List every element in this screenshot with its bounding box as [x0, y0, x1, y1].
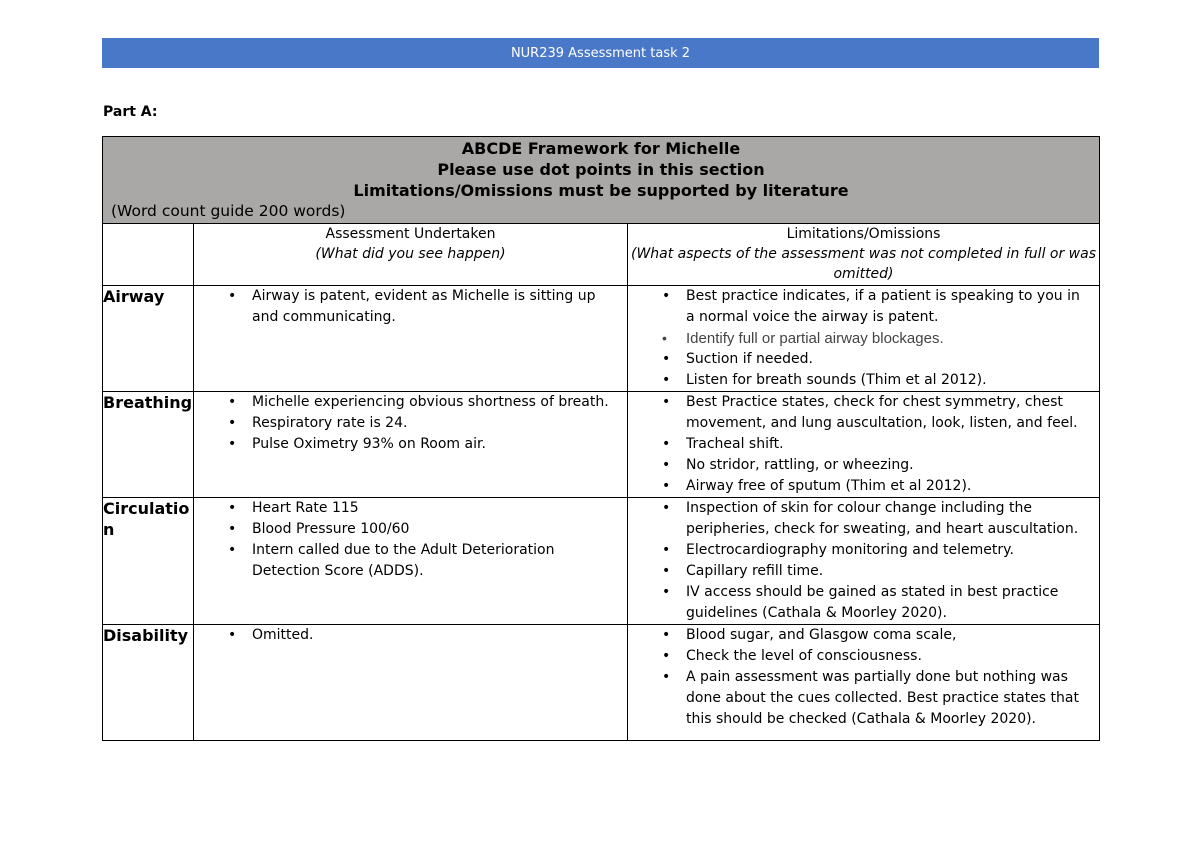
list-item: • Airway is patent, evident as Michelle is sitting up and communicating. [228, 288, 596, 325]
bullet-icon: • [662, 563, 671, 579]
list-item: • Best Practice states, check for chest symmetry, chest movement, and lung auscultation, look, listen, and feel. [662, 394, 1078, 431]
bullet-icon: • [662, 542, 671, 558]
bullet-icon: • [662, 648, 671, 664]
bullet-icon: • [662, 436, 671, 452]
bullet-icon: • [228, 500, 237, 516]
list-item: • Heart Rate 115 [194, 498, 627, 519]
bullet-icon: • [228, 627, 237, 643]
table-row-breathing [103, 392, 1100, 498]
bullet-icon: • [228, 415, 237, 431]
list-item: • Inspection of skin for colour change including the peripheries, check for sweating, and heart auscultation. [662, 500, 1079, 537]
bullet-icon: • [662, 394, 671, 410]
list-item: • Identify full or partial airway blockages. [662, 330, 944, 347]
document-header-bar [102, 38, 1099, 68]
breathing-assessment-cell [194, 392, 628, 498]
list-item: • A pain assessment was partially done but nothing was done about the cues collected. Best practice states that this should be checked (Cathala & Moorley 2020). [662, 669, 1079, 727]
circulation-assessment-cell [194, 498, 628, 625]
bullet-icon: • [662, 669, 671, 685]
breathing-limitations-cell [628, 392, 1100, 498]
list-item: • Airway free of sputum (Thim et al 2012). [628, 476, 1099, 497]
row-label-airway: Airway [103, 286, 194, 392]
list-item: • Tracheal shift. [628, 434, 1099, 455]
table-row-circulation [103, 498, 1100, 625]
row-label-circulation: Circulation [103, 498, 194, 625]
limitations-column-header [628, 224, 1100, 286]
part-label: Part A: [103, 104, 158, 120]
disability-assessment-cell [194, 625, 628, 741]
bullet-icon: • [228, 521, 237, 537]
bullet-icon: • [662, 288, 671, 304]
list-item: • Blood sugar, and Glasgow coma scale, [628, 625, 1099, 646]
assessment-column-header [194, 224, 628, 286]
bullet-icon: • [662, 478, 671, 494]
list-item: • Electrocardiography monitoring and telemetry. [628, 540, 1099, 561]
list-item: • No stridor, rattling, or wheezing. [628, 455, 1099, 476]
bullet-icon: • [662, 330, 667, 346]
table-title-cell [103, 137, 1100, 224]
bullet-icon: • [228, 436, 237, 452]
list-item: • Omitted. [194, 625, 627, 646]
limitations-column-subtitle: (What aspects of the assessment was not completed in full or was omitted) [630, 246, 1097, 282]
bullet-icon: • [662, 500, 671, 516]
bullet-icon: • [662, 457, 671, 473]
list-item: • Capillary refill time. [628, 561, 1099, 582]
table-title-line-3: Limitations/Omissions must be supported by literature [353, 181, 849, 200]
list-item: • Listen for breath sounds (Thim et al 2012). [628, 370, 1099, 391]
airway-limitations-cell [628, 286, 1100, 392]
airway-assessment-cell [194, 286, 628, 392]
list-item: • Blood Pressure 100/60 [194, 519, 627, 540]
table-title-line-1: ABCDE Framework for Michelle [461, 139, 741, 158]
bullet-icon: • [228, 288, 237, 304]
bullet-icon: • [662, 351, 671, 367]
limitations-column-title: Limitations/Omissions [786, 226, 941, 242]
word-count-guide: (Word count guide 200 words) [111, 202, 346, 220]
header-title: NUR239 Assessment task 2 [510, 45, 691, 61]
table-row-airway [103, 286, 1100, 392]
list-item: • Michelle experiencing obvious shortness of breath. [194, 392, 627, 413]
list-item: • Best practice indicates, if a patient is speaking to you in a normal voice the airway is patent. [662, 288, 1080, 325]
list-item: • IV access should be gained as stated in best practice guidelines (Cathala & Moorley 2020). [662, 584, 1059, 621]
assessment-column-title: Assessment Undertaken [325, 226, 496, 242]
list-item: • Respiratory rate is 24. [194, 413, 627, 434]
circulation-limitations-cell [628, 498, 1100, 625]
row-label-disability: Disability [103, 625, 194, 741]
bullet-icon: • [228, 542, 237, 558]
row-label-breathing: Breathing [103, 392, 194, 498]
list-item: • Pulse Oximetry 93% on Room air. [194, 434, 627, 455]
empty-header-cell [103, 224, 194, 286]
table-row-disability [103, 625, 1100, 741]
list-item: • Intern called due to the Adult Deterioration Detection Score (ADDS). [228, 542, 555, 579]
disability-limitations-cell [628, 625, 1100, 741]
bullet-icon: • [662, 627, 671, 643]
list-item: • Check the level of consciousness. [628, 646, 1099, 667]
list-item: • Suction if needed. [628, 349, 1099, 370]
bullet-icon: • [662, 372, 671, 388]
assessment-column-subtitle: (What did you see happen) [315, 246, 506, 262]
bullet-icon: • [228, 394, 237, 410]
bullet-icon: • [662, 584, 671, 600]
abcde-framework-table [102, 136, 1100, 741]
table-title-line-2: Please use dot points in this section [437, 160, 765, 179]
